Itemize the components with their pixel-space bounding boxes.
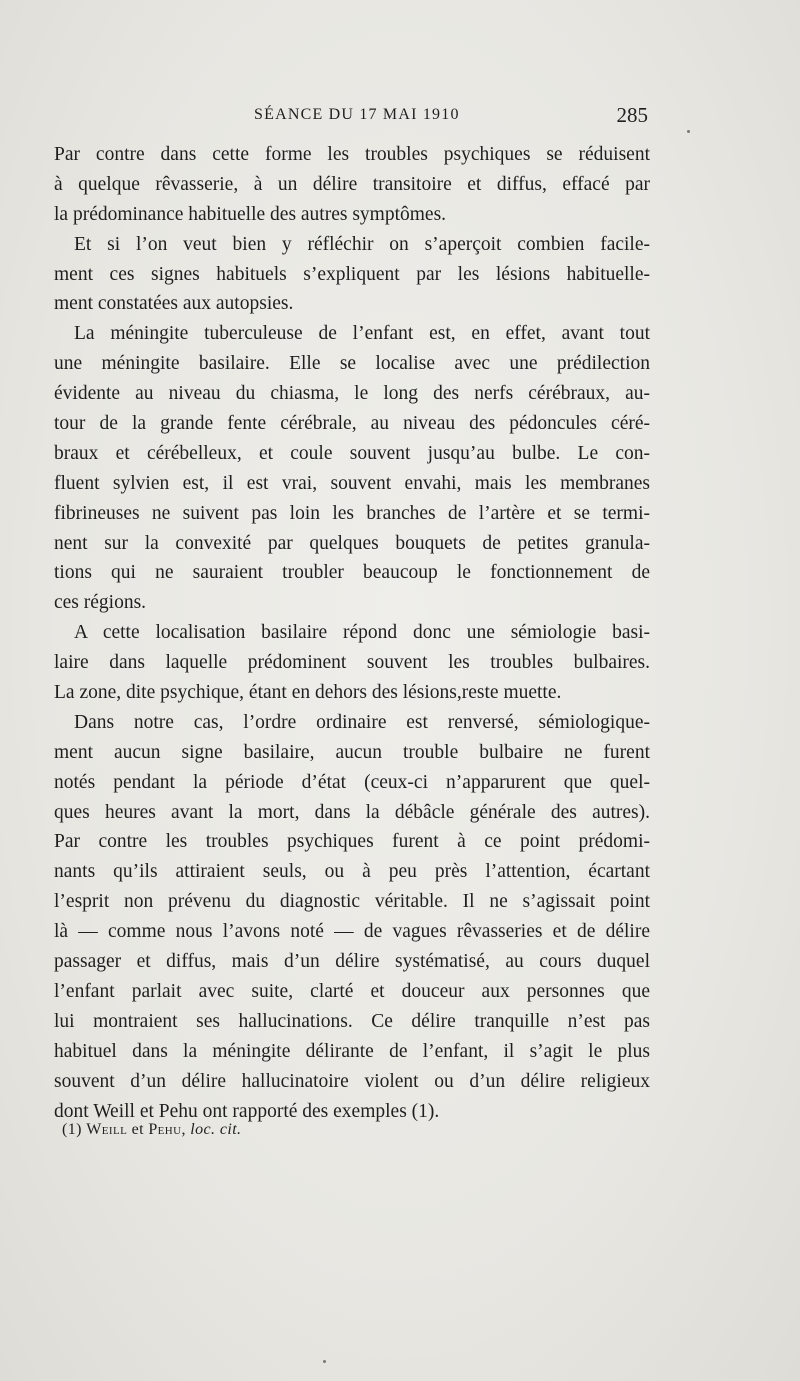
footnote-conjunction: et [131, 1121, 144, 1138]
text-line: fibrineuses ne suivent pas loin les branches de l’artère et se termi- [54, 502, 650, 524]
page-number: 285 [616, 103, 648, 127]
text-line: passager et diffus, mais d’un délire systématisé, au cours duquel [54, 951, 650, 973]
footnote-author: Weill [86, 1121, 128, 1138]
text-line: habituel dans la méningite délirante de l’enfant, il s’agit le plus [54, 1040, 650, 1062]
text-line: Par contre dans cette forme les troubles psychiques se réduisent [54, 144, 650, 165]
text-line: tour de la grande fente cérébrale, au niveau des pédoncules céré- [54, 413, 650, 435]
page-header [54, 103, 648, 131]
running-head: SÉANCE DU 17 MAI 1910 [254, 106, 460, 123]
body-text [54, 140, 650, 1126]
text-line: évidente au niveau du chiasma, le long des nerfs cérébraux, au- [54, 383, 650, 405]
text-line: Par contre les troubles psychiques furent à ce point prédomi- [54, 831, 650, 853]
text-line: laire dans laquelle prédominent souvent les troubles bulbaires. [54, 652, 650, 674]
text-line: A cette localisation basilaire répond donc une sémiologie basi- [74, 622, 650, 644]
text-line: ques heures avant la mort, dans la débâcle générale des autres). [54, 801, 650, 823]
footnote-marker: (1) [62, 1121, 82, 1138]
footnote [62, 1121, 622, 1139]
text-line: l’esprit non prévenu du diagnostic véritable. Il ne s’agissait point [54, 891, 650, 913]
footnote-author: Pehu, [148, 1121, 186, 1138]
text-line: Dans notre cas, l’ordre ordinaire est renversé, sémiologique- [74, 711, 650, 733]
text-line: ment constatées aux autopsies. [54, 293, 294, 315]
text-line: notés pendant la période d’état (ceux-ci n’apparurent que quel- [54, 771, 650, 793]
text-line: braux et cérébelleux, et coule souvent jusqu’au bulbe. Le con- [54, 442, 650, 464]
text-line: une méningite basilaire. Elle se localise avec une prédilection [54, 353, 650, 375]
text-line: nent sur la convexité par quelques bouquets de petites granula- [54, 532, 650, 554]
paper-speck [687, 130, 690, 133]
text-line: La zone, dite psychique, étant en dehors des lésions,reste muette. [54, 682, 562, 704]
text-line: Et si l’on veut bien y réfléchir on s’aperçoit combien facile- [74, 233, 650, 255]
text-line: la prédominance habituelle des autres symptômes. [54, 203, 447, 225]
text-line: fluent sylvien est, il est vrai, souvent envahi, mais les membranes [54, 472, 650, 494]
text-line: nants qu’ils attiraient seuls, ou à peu près l’attention, écartant [54, 861, 650, 883]
paper-speck [323, 1360, 326, 1363]
text-line: lui montraient ses hallucinations. Ce délire tranquille n’est pas [54, 1010, 650, 1032]
text-line: souvent d’un délire hallucinatoire violent ou d’un délire religieux [54, 1070, 650, 1092]
text-line: à quelque rêvasserie, à un délire transitoire et diffus, effacé par [54, 173, 650, 195]
text-line: ment ces signes habituels s’expliquent par les lésions habituelle- [54, 263, 650, 285]
text-line: là — comme nous l’avons noté — de vagues rêvasseries et de délire [54, 921, 650, 943]
text-line: dont Weill et Pehu ont rapporté des exemples (1). [54, 1100, 440, 1122]
footnote-citation: loc. cit. [190, 1121, 242, 1138]
text-line: ces régions. [54, 592, 147, 614]
text-line: La méningite tuberculeuse de l’enfant est, en effet, avant tout [74, 323, 650, 345]
text-line: ment aucun signe basilaire, aucun trouble bulbaire ne furent [54, 741, 650, 763]
text-line: l’enfant parlait avec suite, clarté et douceur aux personnes que [54, 980, 650, 1002]
text-line: tions qui ne sauraient troubler beaucoup le fonctionnement de [54, 562, 650, 584]
